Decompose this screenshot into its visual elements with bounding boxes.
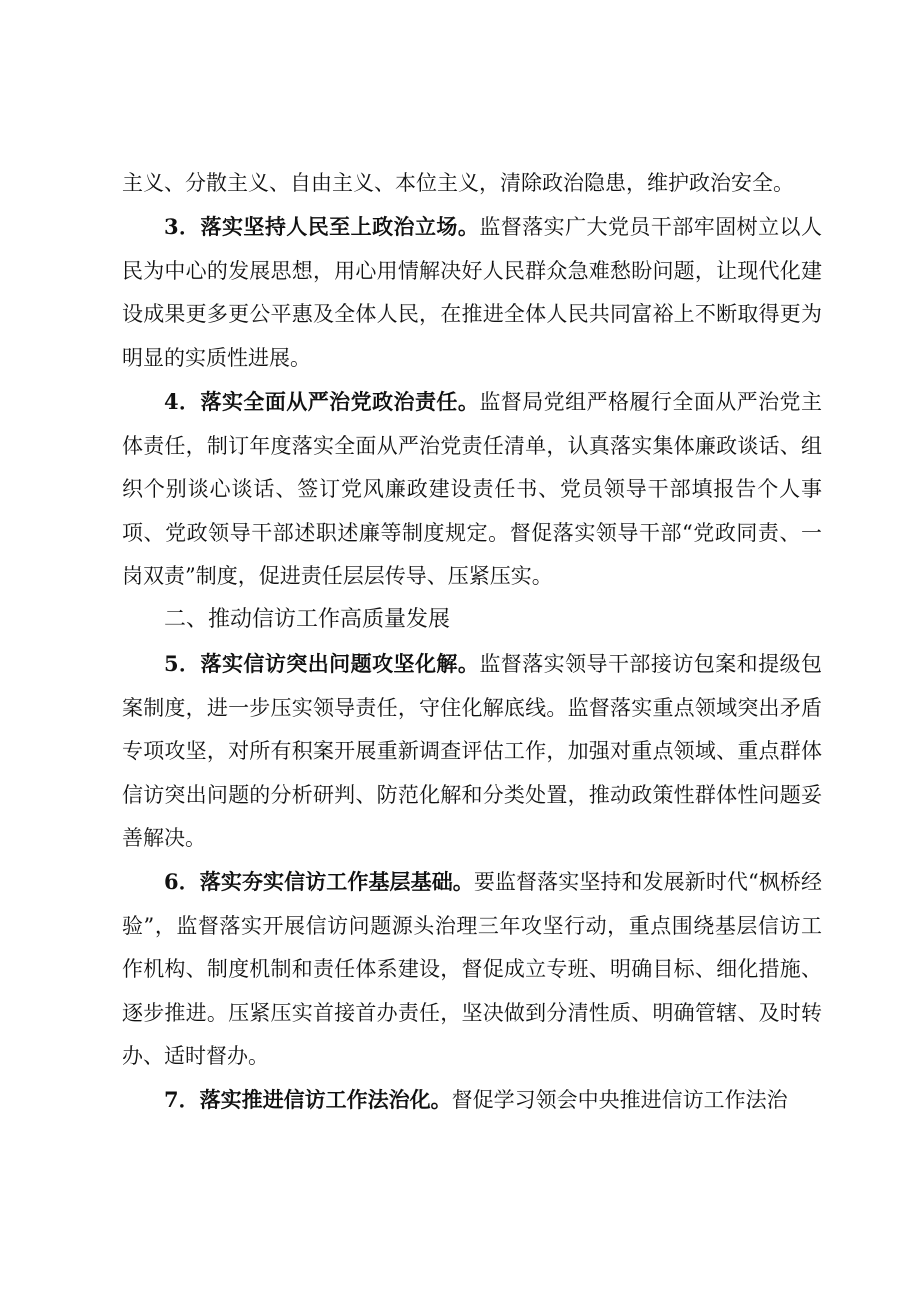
paragraph-item-6 [122, 860, 822, 1079]
paragraph-text: 主义、分散主义、自由主义、本位主义，清除政治隐患，维护政治安全。 [122, 171, 794, 195]
item-body: 监督局党组严格履行全面从严治党主体责任，制订年度落实全面从严治党责任清单，认真落实集体廉政谈话、组织个别谈心谈话、签订党风廉政建设责任书、党员领导干部填报告个人事项、党政领导干部述职述廉等制度规定。督促落实领导干部“党政同责、一岗双责”制度，促进责任层层传导、压紧压实。 [122, 390, 822, 588]
paragraph-item-5 [122, 642, 822, 861]
item-lead: 4．落实全面从严治党政治责任。 [164, 389, 480, 414]
continuation-paragraph [122, 162, 822, 206]
item-body: 监督落实广大党员干部牢固树立以人民为中心的发展思想，用心用情解决好人民群众急难愁盼问题，让现代化建设成果更多更公平惠及全体人民，在推进全体人民共同富裕上不断取得更为明显的实质性进展。 [122, 215, 822, 370]
item-lead: 6．落实夯实信访工作基层基础。 [164, 869, 474, 894]
item-body: 监督落实领导干部接访包案和提级包案制度，进一步压实领导责任，守住化解底线。监督落实重点领域突出矛盾专项攻坚，对所有积案开展重新调查评估工作，加强对重点领域、重点群体信访突出问题的分析研判、防范化解和分类处置，推动政策性群体性问题妥善解决。 [122, 652, 822, 850]
paragraph-item-3 [122, 205, 822, 380]
item-body: 要监督落实坚持和发展新时代“枫桥经验”，监督落实开展信访问题源头治理三年攻坚行动，重点围绕基层信访工作机构、制度机制和责任体系建设，督促成立专班、明确目标、细化措施、逐步推进。压紧压实首接首办责任，坚决做到分清性质、明确管辖、及时转办、适时督办。 [122, 870, 822, 1068]
paragraph-item-7 [122, 1078, 822, 1123]
item-lead: 3．落实坚持人民至上政治立场。 [164, 214, 480, 239]
paragraph-item-4 [122, 380, 822, 599]
item-lead: 5．落实信访突出问题攻坚化解。 [164, 651, 480, 676]
item-body: 督促学习领会中央推进信访工作法治 [451, 1088, 788, 1112]
section-heading: 二、推动信访工作高质量发展 [164, 607, 451, 632]
item-lead: 7．落实推进信访工作法治化。 [164, 1087, 452, 1112]
